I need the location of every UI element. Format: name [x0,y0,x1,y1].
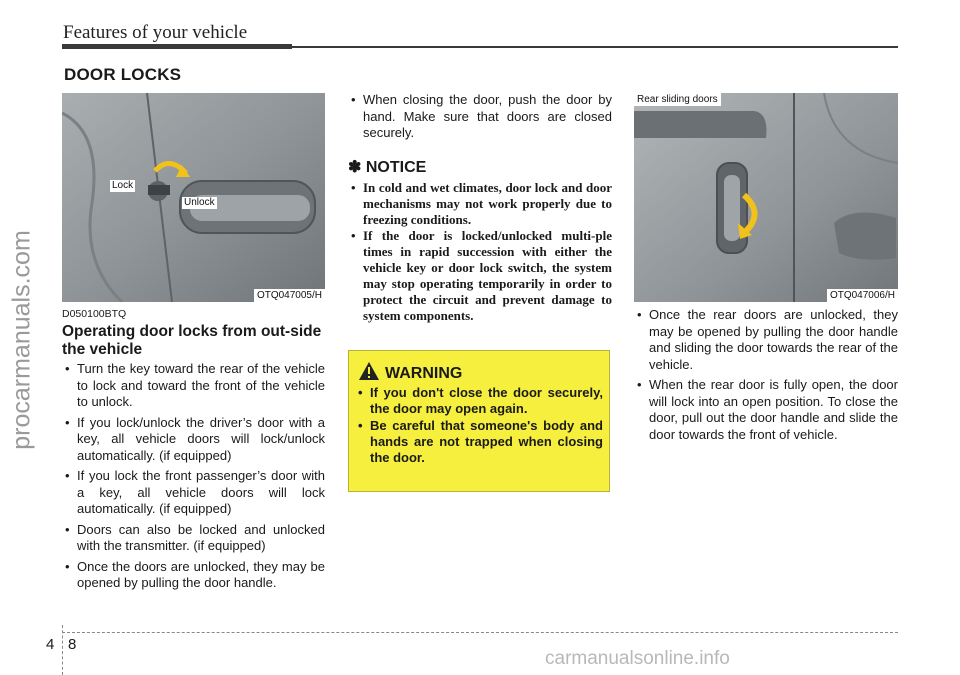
notice-title: NOTICE [365,159,427,176]
header-rule [292,46,898,48]
section-title: DOOR LOCKS [64,65,182,84]
list-item: • Be careful that someone's body and hands are not trapped when closing the door. [355,418,603,466]
notice-heading [348,157,426,177]
list-item: • Once the rear doors are unlocked, they may be opened by pulling the door handle and sliding the door towards the rear of the vehicle. [634,307,898,373]
warning-box [348,350,610,492]
list-item: • When the rear door is fully open, the door will lock into an open position. To close the door, pull out the door handle and slide the door towards the front of vehicle. [634,377,898,443]
lock-label: Lock [112,180,134,191]
rear-doors-label: Rear sliding doors [634,93,721,106]
notice-symbol-icon: ✽ [348,159,362,176]
warning-title: WARNING [385,365,463,382]
page-number: 8 [68,636,77,653]
rear-door-list [634,307,898,447]
door-handle-key-photo [62,93,325,302]
bottom-watermark: carmanualsonline.info [545,648,730,669]
list-item: • If you lock the front passenger’s door with a key, all vehicle doors will lock automatically. (if equipped) [62,468,325,518]
list-item: • Doors can also be locked and unlocked with the transmitter. (if equipped) [62,522,325,555]
rear-sliding-door-photo [634,93,898,302]
page-header-title: Features of your vehicle [63,22,248,43]
list-item: • Once the doors are unlocked, they may be opened by pulling the door handle. [62,559,325,592]
side-watermark: procarmanuals.com [7,230,36,450]
warning-triangle-icon [358,361,380,381]
footer-rule [62,632,898,633]
list-item: • If the door is locked/unlocked multi-ple times in rapid succession with either the vehicle key or door lock switch, the system may stop operating temporarily in order to protect the circuit and prevent damage to system components. [348,228,612,324]
footer-divider [62,625,63,675]
figure-caption: OTQ047006/H [827,289,898,302]
section-code: D050100BTQ [62,308,127,320]
list-item: • If you lock/unlock the driver’s door with a key, all vehicle doors will lock/unlock automatically. (if equipped) [62,415,325,465]
figure-caption: OTQ047005/H [254,289,325,302]
page-chapter: 4 [46,636,55,653]
notice-list [348,180,612,324]
instruction-list [62,361,325,596]
closing-door-list [348,92,612,146]
unlock-label: Unlock [184,197,215,208]
subsection-heading: Operating door locks from out-side the vehicle [62,323,322,358]
list-item: • If you don't close the door securely, the door may open again. [355,385,603,417]
list-item: • In cold and wet climates, door lock and door mechanisms may not work properly due to freezing conditions. [348,180,612,228]
header-accent-bar [62,44,292,49]
list-item: • When closing the door, push the door by hand. Make sure that doors are closed securely. [348,92,612,142]
warning-list [355,385,603,467]
list-item: • Turn the key toward the rear of the vehicle to lock and toward the front of the vehicle to unlock. [62,361,325,411]
